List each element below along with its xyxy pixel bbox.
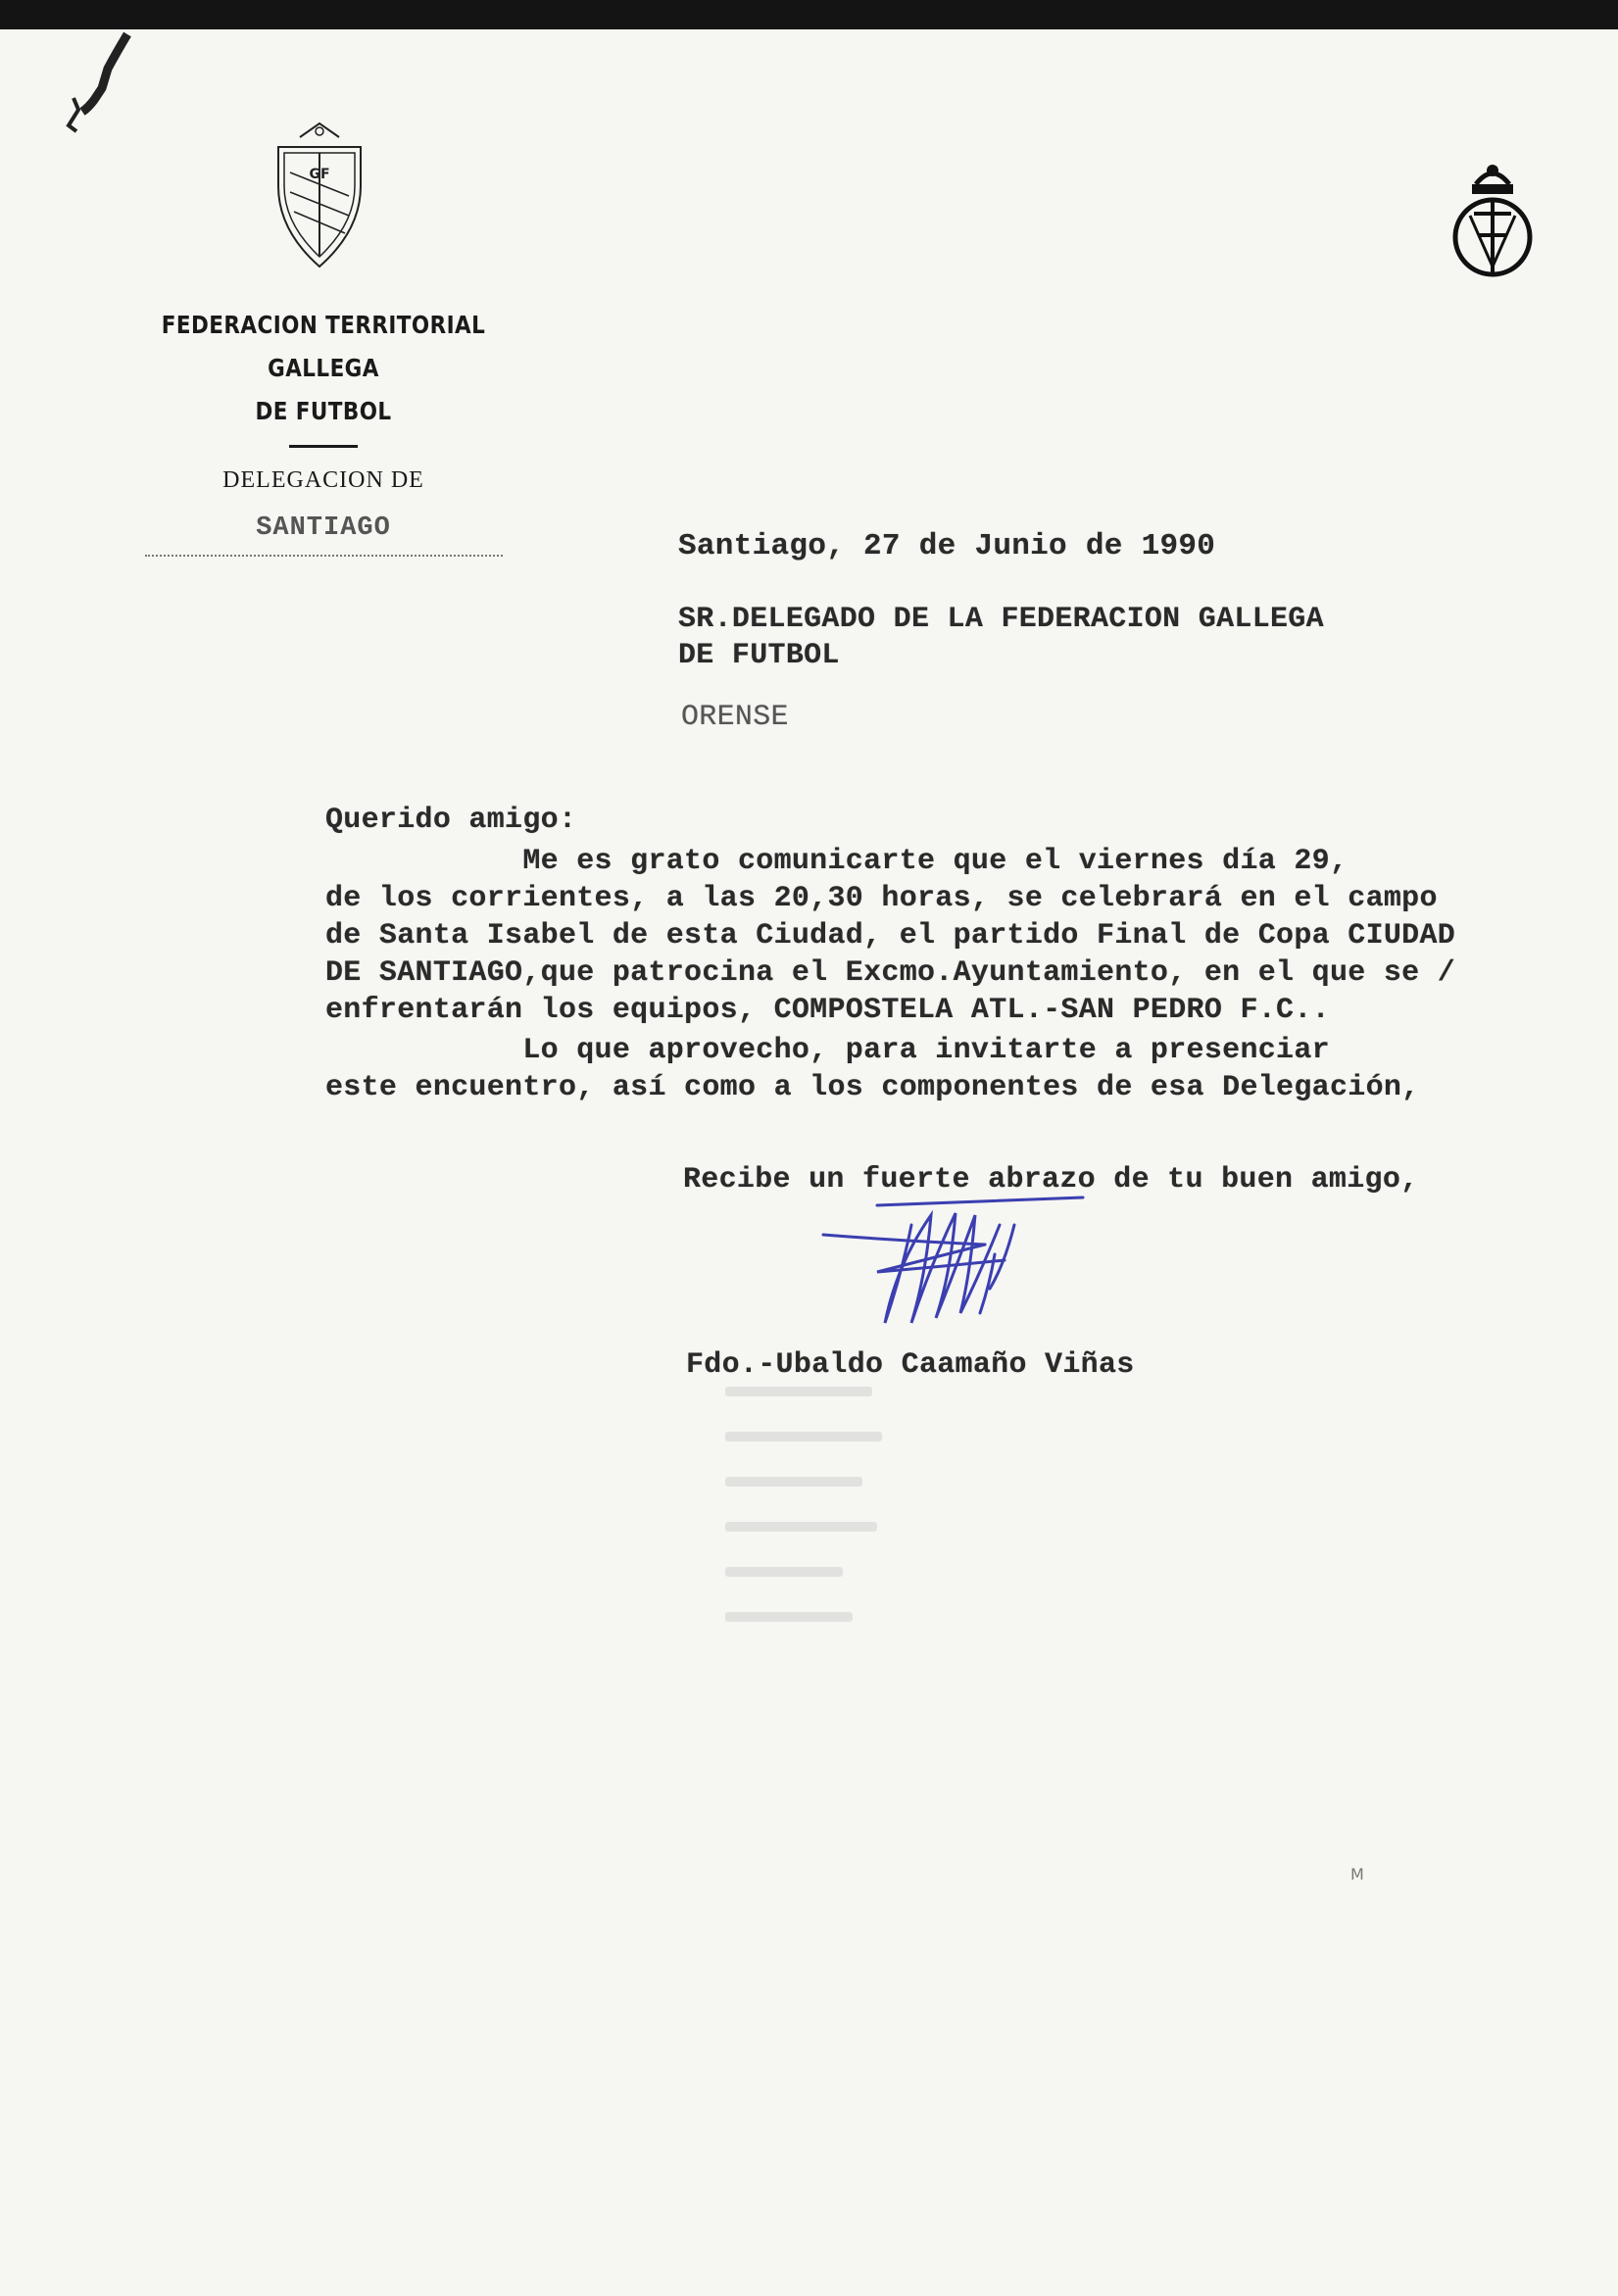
signed-by: Fdo.-Ubaldo Caamaño Viñas xyxy=(686,1348,1135,1382)
handwritten-signature xyxy=(818,1186,1093,1343)
letter-date: Santiago, 27 de Junio de 1990 xyxy=(678,529,1216,563)
delegation-label: DELEGACION DE xyxy=(222,467,424,493)
dotted-divider xyxy=(145,555,503,557)
letter-page xyxy=(0,29,1618,2296)
rfef-crest-logo xyxy=(1448,157,1537,284)
org-name-line1: FEDERACION TERRITORIAL GALLEGA xyxy=(161,311,486,382)
closing-line: Recibe un fuerte abrazo de tu buen amigo, xyxy=(683,1163,1419,1197)
recipient-line-1: SR.DELEGADO DE LA FEDERACION GALLEGA xyxy=(678,603,1324,636)
paragraph-line: de los corrientes, a las 20,30 horas, se celebrará en el campo xyxy=(325,882,1438,915)
divider xyxy=(289,445,358,448)
letterhead xyxy=(103,118,544,557)
paragraph-2 xyxy=(325,1032,1580,1106)
org-name-line2: DE FUTBOL xyxy=(255,397,392,425)
corner-mark: M xyxy=(1350,1865,1364,1883)
paragraph-line: Me es grato comunicarte que el viernes día 29, xyxy=(325,845,1348,878)
recipient-city: ORENSE xyxy=(681,701,789,734)
paragraph-line: Lo que aprovecho, para invitarte a presenciar xyxy=(325,1034,1330,1067)
federation-shield-logo xyxy=(270,118,368,274)
paragraph-line: este encuentro, así como a los componentes de esa Delegación, xyxy=(325,1071,1420,1104)
greeting: Querido amigo: xyxy=(325,804,577,837)
paragraph-line: de Santa Isabel de esta Ciudad, el partido Final de Copa CIUDAD xyxy=(325,919,1456,953)
svg-text:GF: GF xyxy=(309,167,330,182)
recipient-line-2: DE FUTBOL xyxy=(678,639,840,672)
paragraph-1 xyxy=(325,843,1580,1029)
delegation-city: SANTIAGO xyxy=(256,513,391,543)
bleed-through-text xyxy=(725,1387,902,1710)
org-name xyxy=(134,304,514,433)
paragraph-line: enfrentarán los equipos, COMPOSTELA ATL.-SAN PEDRO F.C.. xyxy=(325,994,1330,1027)
scan-border xyxy=(0,0,1618,33)
paragraph-line: DE SANTIAGO,que patrocina el Excmo.Ayuntamiento, en el que se / xyxy=(325,956,1456,990)
